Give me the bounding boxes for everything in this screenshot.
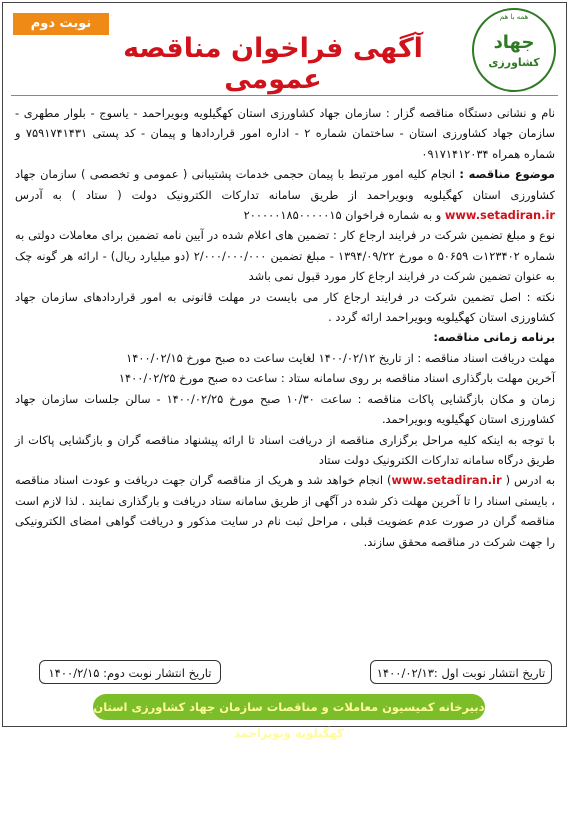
setad-link-2[interactable]: www.setadiran.ir bbox=[391, 473, 502, 488]
notice-header bbox=[3, 3, 566, 95]
note-paragraph: نکته : اصل تضمین شرکت در فرایند ارجاع کار می بایست در مهلت قانونی به امور قراردادهای سازمان جهاد کشاورزی استان کهگیلویه وبویراحمد ارائه گردد . bbox=[15, 289, 555, 325]
subject-label: موضوع مناقصه : bbox=[459, 167, 555, 182]
logo-slogan: همه با هم bbox=[499, 13, 529, 21]
logo-word-keshavarzi: کشاورزی bbox=[488, 56, 540, 69]
jahad-logo bbox=[468, 8, 556, 92]
schedule-heading: برنامه زمانی مناقصه: bbox=[433, 330, 555, 345]
address-text-b: ) انجام خواهد شد و هریک از مناقصه گران جهت دریافت و عودت اسناد مناقصه ، بایستی اسناد را تا آخرین مهلت ذکر شده در آگهی از طریق سامانه ستاد دریافت و بارگذاری نمایند . لذا لازم است مناقصه گران در صورت عدم عضویت قبلی ، مراحل ثبت نام در سایت مذکور و دریافت گواهی امضای الکترونیکی را جهت شرکت در مناقصه محقق سازند. bbox=[15, 473, 555, 549]
first-publish-date: تاریخ انتشار نوبت اول :۱۴۰۰/۰۲/۱۳ bbox=[370, 660, 552, 684]
process-paragraph: با توجه به اینکه کلیه مراحل برگزاری مناقصه از دریافت اسناد تا ارائه پیشنهاد مناقصه گران و بازگشایی پاکات از طریق درگاه سامانه تدارکات الکترونیک دولت ستاد bbox=[15, 432, 555, 467]
address-paragraph bbox=[15, 470, 555, 552]
guarantee-paragraph: نوع و مبلغ تضمین شرکت در فرایند ارجاع کار : تضمین های اعلام شده در آیین نامه تضمین برای معاملات دولتی به شماره ۱۲۳۴۰۲ت ۵۰۶۵۹ ه مورخ ۱۳۹۴/۰۹/۲۲ - مبلغ تضمین ۲/۰۰۰/۰۰۰/۰۰۰ (دو میلیارد ریال) - ارائه هر گونه چک به عنوان تضمین شرکت در فرایند ارجاع کار مورد قبول نمی باشد bbox=[15, 228, 555, 284]
subject-paragraph bbox=[15, 164, 555, 225]
receive-deadline: مهلت دریافت اسناد مناقصه : از تاریخ ۱۴۰۰/۰۲/۱۲ لغایت ساعت ده صبح مورخ ۱۴۰۰/۰۲/۱۵ bbox=[126, 350, 555, 365]
notice-title: آگهی فراخوان مناقصه عمومی bbox=[123, 33, 423, 95]
logo-word-jahad: جهاد bbox=[493, 32, 535, 53]
organizer-paragraph: نام و نشانی دستگاه مناقصه گزار : سازمان جهاد کشاورزی استان کهگیلویه وبویراحمد - یاسوج - بلوار مطهری - سازمان جهاد کشاورزی استان - ساختمان شماره ۲ - اداره امور قراردادها و پیمان - کد پستی ۷۵۹۱۷۴۱۴۳۱ و شماره همراه ۰۹۱۷۱۴۱۲۰۳۴ bbox=[15, 106, 556, 161]
address-text-a: به ادرس ( bbox=[501, 473, 555, 488]
notice-body bbox=[15, 103, 555, 552]
subject-text: انجام کلیه امور مرتبط با پیمان حجمی خدمات پشتیبانی ( عمومی و تخصصی ) سازمان جهاد کشاورزی استان کهگیلویه وبویراحمد از طریق سامانه تدارکات الکترونیک دولت ( ستاد ) به آدرس bbox=[15, 167, 555, 202]
header-divider bbox=[11, 95, 558, 96]
logo-emblem-icon bbox=[472, 8, 556, 92]
second-publish-date: تاریخ انتشار نوبت دوم: ۱۴۰۰/۲/۱۵ bbox=[39, 660, 221, 684]
round-badge: نوبت دوم bbox=[13, 13, 109, 35]
opening-time: زمان و مکان بازگشایی پاکات مناقصه : ساعت ۱۰/۳۰ صبح مورخ ۱۴۰۰/۰۲/۲۵ - سالن جلسات سازمان جهاد کشاورزی استان کهگیلویه وبویراحمد. bbox=[15, 391, 555, 427]
secretariat-footer: دبیرخانه کمیسیون معاملات و مناقصات سازمان جهاد کشاورزی استان کهگیلویه وبویراحمد bbox=[93, 694, 485, 720]
notice-frame bbox=[2, 2, 567, 740]
subject-text-2: و به شماره فراخوان ۲۰۰۰۰۰۱۸۵۰۰۰۰۰۱۵ bbox=[243, 208, 445, 223]
setad-link[interactable]: www.setadiran.ir bbox=[444, 208, 555, 223]
upload-deadline: آخرین مهلت بارگذاری اسناد مناقصه بر روی سامانه ستاد : ساعت ده صبح مورخ ۱۴۰۰/۰۲/۲۵ bbox=[118, 371, 555, 386]
